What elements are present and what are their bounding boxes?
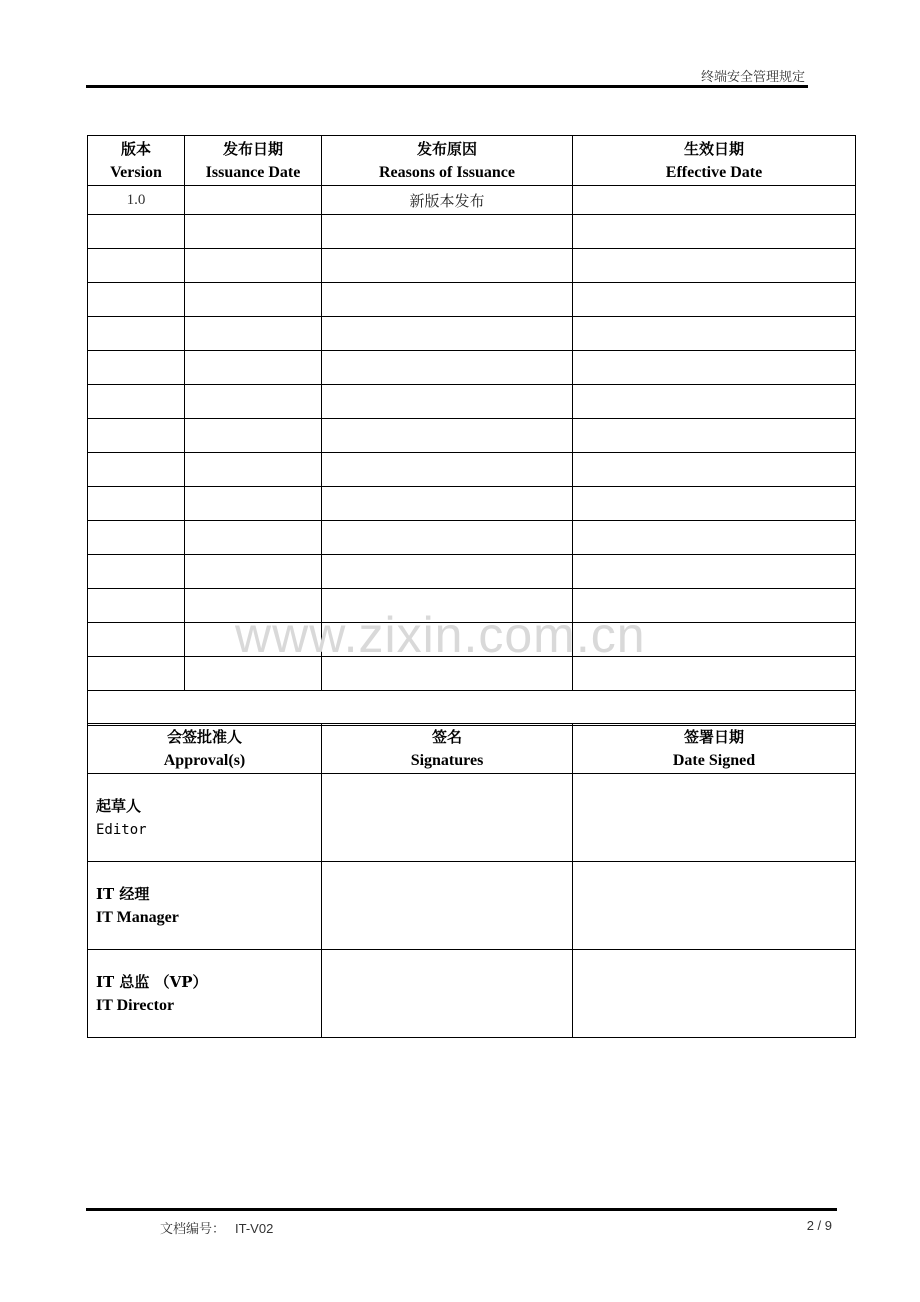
- col-date-signed-header: [573, 724, 856, 774]
- empty-cell[interactable]: [322, 487, 573, 521]
- empty-cell[interactable]: [88, 623, 185, 657]
- spacer-cell: [88, 691, 856, 726]
- table-row: [88, 521, 856, 555]
- empty-cell[interactable]: [88, 589, 185, 623]
- empty-cell[interactable]: [185, 453, 322, 487]
- table-row: [88, 283, 856, 317]
- role-editor: [88, 774, 322, 862]
- signature-field[interactable]: [322, 950, 573, 1038]
- empty-cell[interactable]: [322, 385, 573, 419]
- table-row: [88, 419, 856, 453]
- empty-cell[interactable]: [185, 249, 322, 283]
- role-it-director-cn: IT 总监 （VP）: [96, 972, 208, 991]
- empty-cell[interactable]: [88, 351, 185, 385]
- empty-cell[interactable]: [322, 453, 573, 487]
- col-approvals-cn: 会签批准人: [166, 727, 242, 746]
- empty-cell[interactable]: [185, 555, 322, 589]
- footer-page-number: 2 / 9: [806, 1218, 832, 1233]
- role-it-manager-cn: IT 经理: [96, 884, 150, 903]
- role-it-director-en: IT Director: [96, 996, 175, 1014]
- approval-header-row: [88, 724, 856, 774]
- empty-cell[interactable]: [573, 317, 856, 351]
- empty-cell[interactable]: [573, 419, 856, 453]
- empty-cell[interactable]: [573, 487, 856, 521]
- empty-cell[interactable]: [185, 623, 322, 657]
- table-row: [88, 351, 856, 385]
- empty-cell[interactable]: [573, 215, 856, 249]
- spacer-row: [88, 691, 856, 726]
- table-row: [88, 487, 856, 521]
- empty-cell[interactable]: [88, 555, 185, 589]
- col-reasons-cn: 发布原因: [416, 139, 477, 158]
- table-row: [88, 623, 856, 657]
- table-row: [88, 249, 856, 283]
- empty-cell[interactable]: [573, 623, 856, 657]
- empty-cell[interactable]: [573, 589, 856, 623]
- approval-row-it-director: [88, 950, 856, 1038]
- col-approvals-en: Approval(s): [163, 751, 246, 769]
- empty-cell[interactable]: [322, 283, 573, 317]
- table-row: [88, 453, 856, 487]
- col-date-signed-en: Date Signed: [672, 751, 756, 769]
- empty-cell[interactable]: [88, 283, 185, 317]
- empty-cell[interactable]: [322, 521, 573, 555]
- cell-effective-date[interactable]: [573, 186, 856, 215]
- signature-field[interactable]: [322, 862, 573, 950]
- approval-row-it-manager: [88, 862, 856, 950]
- col-effective-date-header: [573, 136, 856, 186]
- table-row: [88, 555, 856, 589]
- empty-cell[interactable]: [322, 657, 573, 691]
- col-effective-date-cn: 生效日期: [683, 139, 744, 158]
- empty-cell[interactable]: [322, 419, 573, 453]
- empty-cell[interactable]: [322, 351, 573, 385]
- empty-cell[interactable]: [322, 589, 573, 623]
- empty-cell[interactable]: [185, 317, 322, 351]
- footer-rule: [86, 1208, 837, 1211]
- revision-table: [87, 135, 856, 726]
- empty-cell[interactable]: [573, 453, 856, 487]
- empty-cell[interactable]: [573, 521, 856, 555]
- empty-cell[interactable]: [185, 351, 322, 385]
- empty-cell[interactable]: [185, 521, 322, 555]
- footer-doc-number: [160, 1218, 273, 1237]
- cell-issuance-date[interactable]: [185, 186, 322, 215]
- col-version-cn: 版本: [120, 139, 151, 158]
- empty-cell[interactable]: [322, 249, 573, 283]
- empty-cell[interactable]: [322, 317, 573, 351]
- signature-field[interactable]: [322, 774, 573, 862]
- col-reasons-en: Reasons of Issuance: [378, 163, 515, 181]
- footer-doc-label: 文档编号：: [160, 1222, 226, 1237]
- col-signatures-en: Signatures: [410, 751, 484, 769]
- footer-doc-code: IT-V02: [235, 1221, 274, 1236]
- col-approvals-header: [88, 724, 322, 774]
- empty-cell[interactable]: [573, 249, 856, 283]
- col-issuance-date-en: Issuance Date: [205, 163, 301, 181]
- empty-cell[interactable]: [185, 215, 322, 249]
- table-row: [88, 589, 856, 623]
- empty-cell[interactable]: [573, 555, 856, 589]
- col-signatures-cn: 签名: [431, 727, 462, 746]
- empty-cell[interactable]: [185, 385, 322, 419]
- date-signed-field[interactable]: [573, 862, 856, 950]
- date-signed-field[interactable]: [573, 950, 856, 1038]
- empty-cell[interactable]: [322, 555, 573, 589]
- table-row: [88, 657, 856, 691]
- col-date-signed-cn: 签署日期: [683, 727, 744, 746]
- empty-cell[interactable]: [185, 283, 322, 317]
- empty-cell[interactable]: [185, 419, 322, 453]
- role-it-manager-en: IT Manager: [96, 908, 179, 926]
- table-row: [88, 186, 856, 215]
- header-title: 终端安全管理规定: [700, 70, 805, 85]
- date-signed-field[interactable]: [573, 774, 856, 862]
- revision-header-row: [88, 136, 856, 186]
- empty-cell[interactable]: [322, 215, 573, 249]
- cell-version[interactable]: 1.0: [88, 186, 185, 215]
- empty-cell[interactable]: [573, 351, 856, 385]
- role-it-manager: [88, 862, 322, 950]
- table-row: [88, 215, 856, 249]
- empty-cell[interactable]: [573, 283, 856, 317]
- empty-cell[interactable]: [88, 215, 185, 249]
- empty-cell[interactable]: [88, 419, 185, 453]
- empty-cell[interactable]: [88, 521, 185, 555]
- watermark: www.zixin.com.cn: [235, 607, 646, 663]
- col-issuance-date-header: [185, 136, 322, 186]
- empty-cell[interactable]: [185, 589, 322, 623]
- empty-cell[interactable]: [88, 249, 185, 283]
- role-it-director: [88, 950, 322, 1038]
- cell-reason[interactable]: 新版本发布: [322, 186, 573, 215]
- empty-cell[interactable]: [322, 623, 573, 657]
- empty-cell[interactable]: [185, 657, 322, 691]
- empty-cell[interactable]: [573, 385, 856, 419]
- role-editor-cn: 起草人: [96, 796, 142, 815]
- empty-cell[interactable]: [88, 657, 185, 691]
- col-version-en: Version: [110, 163, 162, 181]
- empty-cell[interactable]: [185, 487, 322, 521]
- empty-cell[interactable]: [573, 657, 856, 691]
- table-row: [88, 317, 856, 351]
- col-issuance-date-cn: 发布日期: [222, 139, 283, 158]
- empty-cell[interactable]: [88, 453, 185, 487]
- header-rule: [86, 85, 808, 88]
- col-signatures-header: [322, 724, 573, 774]
- approval-table: [87, 723, 856, 1038]
- role-editor-en: Editor: [96, 821, 147, 838]
- col-reasons-header: [322, 136, 573, 186]
- empty-cell[interactable]: [88, 487, 185, 521]
- col-effective-date-en: Effective Date: [665, 163, 763, 181]
- approval-row-editor: [88, 774, 856, 862]
- col-version-header: [88, 136, 185, 186]
- empty-cell[interactable]: [88, 385, 185, 419]
- empty-cell[interactable]: [88, 317, 185, 351]
- table-row: [88, 385, 856, 419]
